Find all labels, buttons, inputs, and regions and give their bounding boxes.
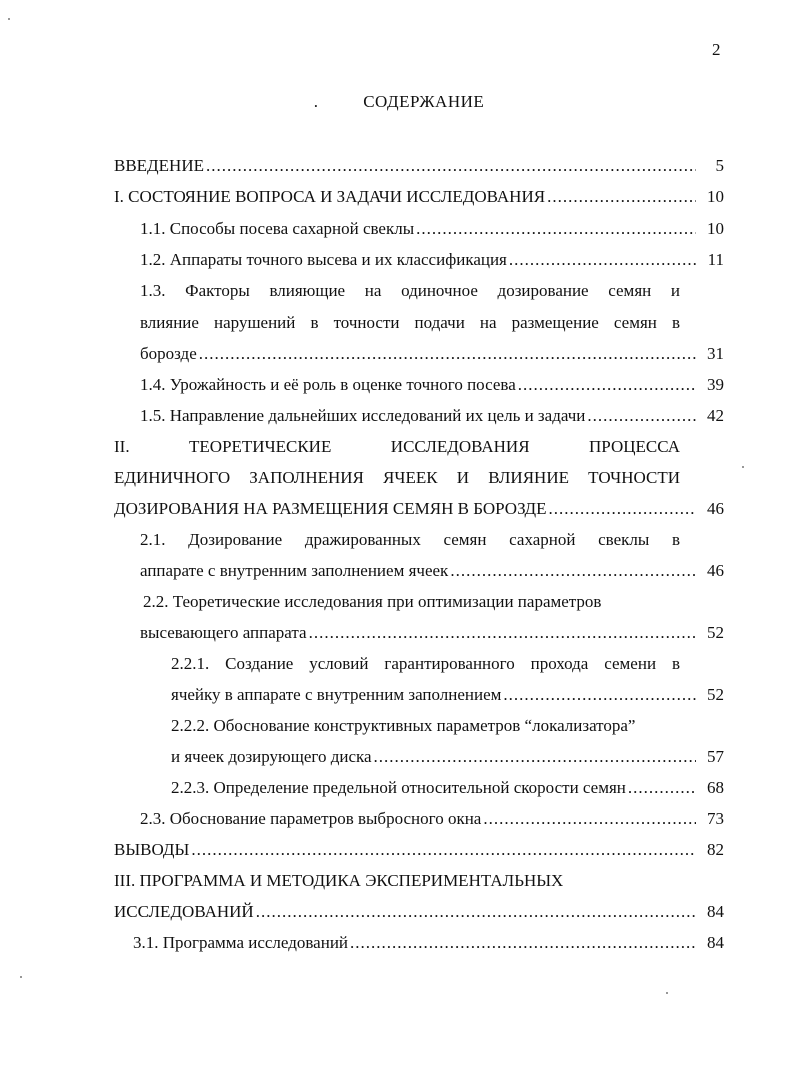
toc-entry-2-1-line-2 — [140, 560, 724, 582]
scan-speck — [20, 976, 22, 978]
title-text: СОДЕРЖАНИЕ — [363, 92, 485, 111]
toc-entry-title: аппарате с внутренним заполнением ячеек — [140, 561, 449, 580]
toc-leader-dots — [450, 560, 696, 582]
toc-entry-title: ВЫВОДЫ — [114, 840, 190, 859]
toc-entry-2-3 — [140, 808, 724, 830]
toc-entry-title: высевающего аппарата — [140, 623, 307, 642]
toc-leader-dots — [191, 839, 696, 861]
toc-entry-1-3-line-1 — [140, 280, 680, 302]
toc-entry-1-2 — [140, 249, 724, 271]
toc-entry-title: борозде — [140, 344, 197, 363]
toc-entry-2-2-1-line-1 — [171, 653, 680, 675]
toc-entry-page: 46 — [707, 499, 724, 518]
toc-entry-1-4 — [140, 374, 724, 396]
toc-entry-page: 73 — [707, 809, 724, 828]
toc-entry-title: 1.4. Урожайность и её роль в оценке точного посева — [140, 375, 516, 394]
toc-entry-page: 39 — [707, 375, 724, 394]
toc-entry-page: 46 — [707, 561, 724, 580]
toc-entry-chapter-3-line-1 — [114, 870, 674, 892]
toc-leader-dots — [309, 622, 696, 644]
toc-entry-title: и ячеек дозирующего диска — [171, 747, 372, 766]
toc-leader-dots — [199, 343, 696, 365]
title-mark: . — [313, 92, 319, 111]
toc-entry-title: 2.3. Обоснование параметров выбросного окна — [140, 809, 482, 828]
toc-entry-title: ДОЗИРОВАНИЯ НА РАЗМЕЩЕНИЯ СЕМЯН В БОРОЗДЕ — [114, 499, 547, 518]
toc-entry-chapter-2-line-2 — [114, 467, 680, 489]
toc-leader-dots — [483, 808, 696, 830]
toc-leader-dots — [549, 498, 696, 520]
toc-entry-2-1-line-1 — [140, 529, 680, 551]
toc-entry-title: ячейку в аппарате с внутренним заполнением — [171, 685, 502, 704]
toc-entry-chapter-2-line-1 — [114, 436, 680, 458]
toc-entry-2-2-1-line-2 — [171, 684, 724, 706]
toc-entry-page: 11 — [707, 250, 724, 269]
toc-leader-dots — [206, 155, 696, 177]
toc-entry-title: 2.1. Дозирование дражированных семян сахарной свеклы в — [140, 530, 680, 549]
toc-leader-dots — [350, 932, 696, 954]
toc-entry-conclusions — [114, 839, 724, 861]
page-number: 2 — [712, 40, 721, 59]
toc-entry-page: 68 — [707, 778, 724, 797]
toc-leader-dots — [628, 777, 696, 799]
toc-entry-page: 84 — [707, 933, 724, 952]
toc-leader-dots — [416, 218, 696, 240]
scan-speck — [666, 992, 668, 994]
toc-leader-dots — [509, 249, 696, 271]
toc-leader-dots — [547, 186, 696, 208]
toc-entry-title: 2.2.2. Обоснование конструктивных параметров “локализатора” — [171, 716, 636, 735]
toc-entry-title: 2.2.3. Определение предельной относительной скорости семян — [171, 778, 626, 797]
toc-entry-1-3-line-2 — [140, 312, 680, 334]
toc-entry-page: 42 — [707, 406, 724, 425]
toc-entry-page: 84 — [707, 902, 724, 921]
toc-entry-page: 10 — [707, 219, 724, 238]
toc-leader-dots — [587, 405, 696, 427]
toc-leader-dots — [518, 374, 696, 396]
toc-entry-chapter-1 — [114, 186, 724, 208]
toc-entry-title: 1.5. Направление дальнейших исследований их цель и задачи — [140, 406, 586, 425]
toc-entry-title: 2.2.1. Создание условий гарантированного прохода семени в — [171, 654, 680, 673]
toc-entry-page: 5 — [715, 156, 724, 175]
toc-entry-3-1 — [133, 932, 724, 954]
toc-entry-page: 52 — [707, 685, 724, 704]
scan-speck — [742, 466, 744, 468]
toc-entry-2-2-3 — [171, 777, 724, 799]
toc-leader-dots — [256, 901, 696, 923]
toc-entry-title: 3.1. Программа исследований — [133, 933, 349, 952]
toc-entry-2-2-line-2 — [140, 622, 724, 644]
toc-entry-title: ВВЕДЕНИЕ — [114, 156, 204, 175]
toc-entry-title: 1.3. Факторы влияющие на одиночное дозирование семян и — [140, 281, 680, 300]
toc-entry-1-1 — [140, 218, 724, 240]
toc-entry-chapter-3-line-2 — [114, 901, 724, 923]
toc-entry-2-2-2-line-2 — [171, 746, 724, 768]
toc-entry-page: 52 — [707, 623, 724, 642]
toc-entry-page: 31 — [707, 344, 724, 363]
toc-entry-title: 1.2. Аппараты точного высева и их классификация — [140, 250, 507, 269]
toc-leader-dots — [374, 746, 696, 768]
toc-entry-2-2-2-line-1 — [171, 715, 691, 737]
toc-entry-introduction — [114, 155, 724, 177]
toc-entry-page: 82 — [707, 840, 724, 859]
toc-entry-page: 57 — [707, 747, 724, 766]
toc-entry-page: 10 — [707, 187, 724, 206]
toc-entry-title: влияние нарушений в точности подачи на размещение семян в — [140, 313, 680, 332]
toc-entry-title: III. ПРОГРАММА И МЕТОДИКА ЭКСПЕРИМЕНТАЛЬНЫХ — [114, 871, 564, 890]
toc-entry-chapter-2-line-3 — [114, 498, 724, 520]
toc-entry-2-2-line-1 — [143, 591, 683, 613]
toc-entry-title: I. СОСТОЯНИЕ ВОПРОСА И ЗАДАЧИ ИССЛЕДОВАНИЯ — [114, 187, 546, 206]
toc-entry-title: II. ТЕОРЕТИЧЕСКИЕ ИССЛЕДОВАНИЯ ПРОЦЕССА — [114, 437, 680, 456]
toc-entry-1-5 — [140, 405, 724, 427]
toc-entry-title: ИССЛЕДОВАНИЙ — [114, 902, 254, 921]
toc-entry-title: 2.2. Теоретические исследования при оптимизации параметров — [143, 592, 602, 611]
toc-entry-title: ЕДИНИЧНОГО ЗАПОЛНЕНИЯ ЯЧЕЕК И ВЛИЯНИЕ ТОЧНОСТИ — [114, 468, 680, 487]
toc-leader-dots — [503, 684, 696, 706]
scan-speck — [8, 18, 10, 20]
toc-entry-1-3-line-3 — [140, 343, 724, 365]
toc-entry-title: 1.1. Способы посева сахарной свеклы — [140, 219, 415, 238]
